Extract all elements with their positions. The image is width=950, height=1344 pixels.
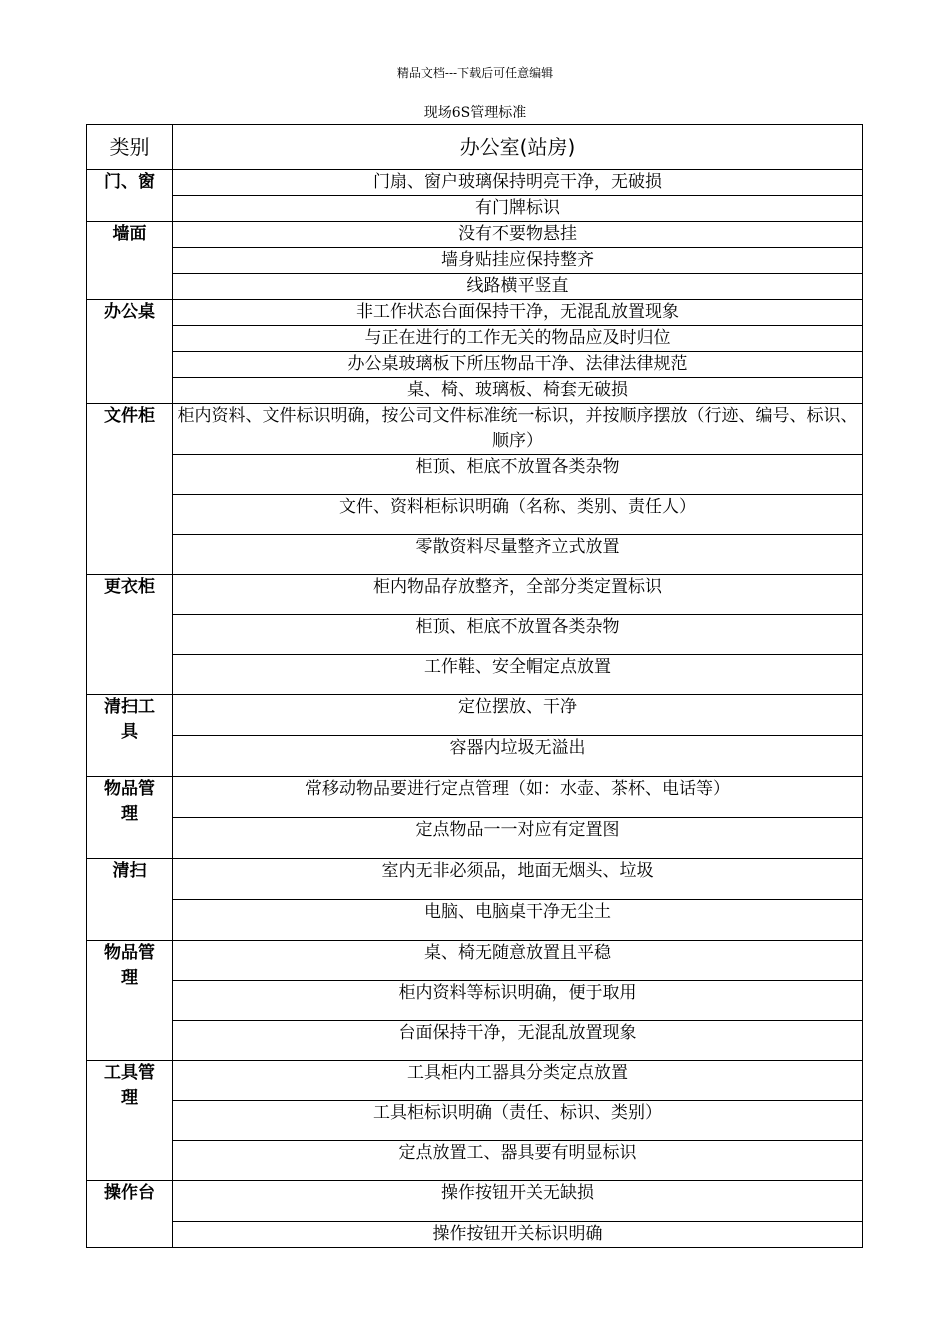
category-cell: 墙面 [87, 222, 173, 300]
category-line: 清扫工 [104, 697, 155, 717]
standard-cell: 与正在进行的工作无关的物品应及时归位 [173, 326, 863, 352]
standard-cell: 非工作状态台面保持干净，无混乱放置现象 [173, 300, 863, 326]
standard-cell: 柜内物品存放整齐，全部分类定置标识 [173, 575, 863, 615]
table-row [87, 352, 863, 378]
standard-cell: 工具柜标识明确（责任、标识、类别） [173, 1101, 863, 1141]
standard-cell: 定位摆放、干净 [173, 695, 863, 736]
table-row [87, 900, 863, 941]
category-line: 具 [121, 722, 138, 742]
category-cell [87, 941, 173, 1061]
standard-cell: 台面保持干净，无混乱放置现象 [173, 1021, 863, 1061]
standard-cell: 办公桌玻璃板下所压物品干净、法律法律规范 [173, 352, 863, 378]
standard-cell: 线路横平竖直 [173, 274, 863, 300]
table-row [87, 941, 863, 981]
category-line: 理 [121, 1088, 138, 1108]
standard-cell: 桌、椅、玻璃板、椅套无破损 [173, 378, 863, 404]
standard-cell: 电脑、电脑桌干净无尘土 [173, 900, 863, 941]
standard-cell: 定点放置工、器具要有明显标识 [173, 1141, 863, 1181]
table-row [87, 1141, 863, 1181]
table-row [87, 495, 863, 535]
table-row [87, 655, 863, 695]
category-cell [87, 695, 173, 777]
table-row [87, 326, 863, 352]
table-row [87, 1021, 863, 1061]
standard-cell: 操作按钮开关无缺损 [173, 1181, 863, 1222]
standard-cell: 门扇、窗户玻璃保持明亮干净，无破损 [173, 170, 863, 196]
table-row [87, 248, 863, 274]
table-row [87, 222, 863, 248]
standard-cell: 定点物品一一对应有定置图 [173, 818, 863, 859]
standard-cell: 零散资料尽量整齐立式放置 [173, 535, 863, 575]
standard-cell: 文件、资料柜标识明确（名称、类别、责任人） [173, 495, 863, 535]
category-line: 理 [121, 804, 138, 824]
table-row [87, 981, 863, 1021]
standard-cell: 柜顶、柜底不放置各类杂物 [173, 615, 863, 655]
page-header: 精品文档---下载后可任意编辑 [396, 66, 554, 80]
standard-cell: 操作按钮开关标识明确 [173, 1222, 863, 1248]
standard-cell: 柜顶、柜底不放置各类杂物 [173, 455, 863, 495]
table-row [87, 695, 863, 736]
table-row [87, 300, 863, 326]
table-row [87, 274, 863, 300]
standard-cell: 没有不要物悬挂 [173, 222, 863, 248]
standard-cell: 室内无非必须品，地面无烟头、垃圾 [173, 859, 863, 900]
table-row [87, 1181, 863, 1222]
standards-table [86, 124, 863, 1248]
category-cell: 操作台 [87, 1181, 173, 1248]
table-row [87, 535, 863, 575]
table-row [87, 378, 863, 404]
category-line: 物品管 [104, 943, 155, 963]
standard-cell: 有门牌标识 [173, 196, 863, 222]
table-row [87, 170, 863, 196]
table-row [87, 859, 863, 900]
document-title: 现场6S管理标准 [423, 105, 527, 121]
table-row [87, 1101, 863, 1141]
table-row [87, 615, 863, 655]
column-header-category: 类别 [87, 125, 173, 170]
table-row [87, 575, 863, 615]
standard-cell: 容器内垃圾无溢出 [173, 736, 863, 777]
table-row [87, 1061, 863, 1101]
table-row [87, 736, 863, 777]
category-cell: 更衣柜 [87, 575, 173, 695]
standard-cell: 常移动物品要进行定点管理（如：水壶、茶杯、电话等） [173, 777, 863, 818]
category-cell: 办公桌 [87, 300, 173, 404]
standard-cell: 柜内资料、文件标识明确，按公司文件标准统一标识，并按顺序摆放（行迹、编号、标识、顺序） [173, 404, 863, 455]
standard-cell: 墙身贴挂应保持整齐 [173, 248, 863, 274]
standard-cell: 桌、椅无随意放置且平稳 [173, 941, 863, 981]
standard-cell: 工具柜内工器具分类定点放置 [173, 1061, 863, 1101]
category-line: 工具管 [104, 1063, 155, 1083]
category-cell: 文件柜 [87, 404, 173, 575]
category-cell [87, 777, 173, 859]
table-row [87, 777, 863, 818]
category-cell: 清扫 [87, 859, 173, 941]
category-line: 物品管 [104, 779, 155, 799]
table-row [87, 455, 863, 495]
category-cell [87, 1061, 173, 1181]
table-row [87, 196, 863, 222]
standard-cell: 工作鞋、安全帽定点放置 [173, 655, 863, 695]
table-header-row [87, 125, 863, 170]
category-cell: 门、窗 [87, 170, 173, 222]
table-row [87, 404, 863, 455]
column-header-office: 办公室(站房) [173, 125, 863, 170]
category-line: 理 [121, 968, 138, 988]
table-row [87, 818, 863, 859]
table-row [87, 1222, 863, 1248]
standard-cell: 柜内资料等标识明确，便于取用 [173, 981, 863, 1021]
